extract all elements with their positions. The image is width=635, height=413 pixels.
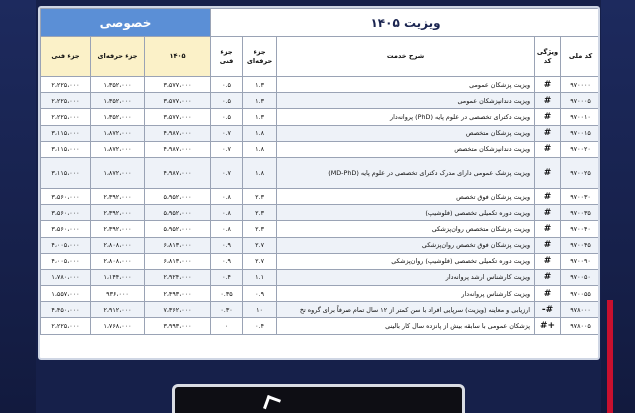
cell-feat: #: [535, 221, 561, 237]
cell-prof: ۲.۷: [243, 237, 277, 253]
cell-desc: ویزیت پزشکان عمومی: [277, 77, 535, 93]
cell-pprof: ۲،۳۹۲،۰۰۰: [91, 221, 145, 237]
header-feature: ویژگی کد: [535, 37, 561, 77]
cell-prof: ۱.۸: [243, 125, 277, 141]
cell-ptech: ۳،۵۶۰،۰۰۰: [41, 221, 91, 237]
header-code: کد ملی: [561, 37, 600, 77]
cell-pprof: ۱،۸۷۲،۰۰۰: [91, 157, 145, 188]
cell-desc: ویزیت کارشناس پروانه‌دار: [277, 286, 535, 302]
cell-pprof: ۱،۳۵۲،۰۰۰: [91, 77, 145, 93]
cell-pprof: ۲،۹۱۲،۰۰۰: [91, 302, 145, 318]
table-row: [41, 157, 601, 188]
cell-ptech: ۴،۰۰۵،۰۰۰: [41, 253, 91, 269]
cell-feat: #: [535, 141, 561, 157]
cell-code: ۹۷۰۰۲۰: [561, 141, 600, 157]
table-row: [41, 93, 601, 109]
bottom-dark-button[interactable]: [172, 384, 465, 413]
cell-feat: +#: [535, 318, 561, 334]
header-description: شرح خدمت: [277, 37, 535, 77]
cell-code: ۹۷۰۰۳۵: [561, 205, 600, 221]
table-row: [41, 125, 601, 141]
cell-desc: ویزیت کارشناس ارشد پروانه‌دار: [277, 269, 535, 285]
cell-ptech: ۳،۵۶۰،۰۰۰: [41, 188, 91, 204]
table-row: [41, 302, 601, 318]
private-section-title: خصوصی: [41, 9, 211, 37]
cell-pprof: ۲،۳۹۲،۰۰۰: [91, 188, 145, 204]
cell-code: ۹۷۰۰۴۰: [561, 221, 600, 237]
cell-desc: ویزیت دکترای تخصصی در علوم پایه (PhD) پروانه‌دار: [277, 109, 535, 125]
cell-code: ۹۷۰۰۴۵: [561, 237, 600, 253]
cell-feat: #: [535, 125, 561, 141]
cell-total: ۴،۹۸۷،۰۰۰: [145, 141, 211, 157]
cell-tech: ۰.۹: [211, 237, 243, 253]
cell-prof: ۲.۳: [243, 205, 277, 221]
cell-desc: ویزیت دندانپزشکان متخصص: [277, 141, 535, 157]
table-row: [41, 77, 601, 93]
cell-prof: ۱.۳: [243, 77, 277, 93]
cell-prof: ۱.۳: [243, 109, 277, 125]
table-row: [41, 237, 601, 253]
cell-pprof: ۱،۸۷۲،۰۰۰: [91, 125, 145, 141]
cell-code: ۹۷۰۰۱۰: [561, 109, 600, 125]
cell-pprof: ۲،۸۰۸،۰۰۰: [91, 253, 145, 269]
cell-pprof: ۱،۷۶۸،۰۰۰: [91, 318, 145, 334]
cell-code: ۹۷۰۰۳۰: [561, 188, 600, 204]
cell-code: ۹۷۰۰۵۰: [561, 269, 600, 285]
cell-ptech: ۳،۱۱۵،۰۰۰: [41, 125, 91, 141]
cell-total: ۲،۴۹۳،۰۰۰: [145, 286, 211, 302]
cell-total: ۳،۵۷۷،۰۰۰: [145, 77, 211, 93]
cell-prof: ۱.۱: [243, 269, 277, 285]
cell-feat: #: [535, 77, 561, 93]
cell-desc: ویزیت پزشکان متخصص روان‌پزشکی: [277, 221, 535, 237]
cell-feat: #: [535, 188, 561, 204]
cell-desc: ویزیت پزشک عمومی دارای مدرک دکترای تخصصی در علوم پایه (MD-PhD): [277, 157, 535, 188]
header-professional: جزء حرفه‌ای: [243, 37, 277, 77]
page-title: ویزیت ۱۴۰۵: [211, 9, 600, 37]
cell-feat: #: [535, 157, 561, 188]
cell-tech: ۰.۸: [211, 188, 243, 204]
cell-prof: ۱.۸: [243, 157, 277, 188]
table-row: [41, 286, 601, 302]
cell-total: ۵،۹۵۲،۰۰۰: [145, 188, 211, 204]
cell-total: ۴،۹۸۷،۰۰۰: [145, 157, 211, 188]
cell-total: ۵،۹۵۲،۰۰۰: [145, 205, 211, 221]
cell-total: ۵،۹۵۲،۰۰۰: [145, 221, 211, 237]
cell-feat: #: [535, 205, 561, 221]
cell-tech: ۰.۷: [211, 157, 243, 188]
cell-pprof: ۱،۸۷۲،۰۰۰: [91, 141, 145, 157]
cell-pprof: ۹۳۶،۰۰۰: [91, 286, 145, 302]
table-row: [41, 221, 601, 237]
cell-ptech: ۱،۵۵۷،۰۰۰: [41, 286, 91, 302]
cell-prof: ۲.۳: [243, 188, 277, 204]
cell-prof: ۰.۹: [243, 286, 277, 302]
cell-prof: ۱.۸: [243, 141, 277, 157]
table-row: [41, 109, 601, 125]
cell-feat: #: [535, 93, 561, 109]
cell-total: ۶،۸۱۳،۰۰۰: [145, 253, 211, 269]
cell-code: ۹۷۰۰۰۵: [561, 93, 600, 109]
header-total: ۱۴۰۵: [145, 37, 211, 77]
left-background-panel: [0, 0, 36, 413]
cell-tech: ۰.۳۵: [211, 286, 243, 302]
table-row: [41, 269, 601, 285]
cell-tech: ۰.۴: [211, 269, 243, 285]
cell-desc: ویزیت دوره تکمیلی تخصصی (فلوشیپ) روان‌پزشکی: [277, 253, 535, 269]
cell-feat: #: [535, 109, 561, 125]
cell-pprof: ۱،۳۵۲،۰۰۰: [91, 109, 145, 125]
cell-desc: ویزیت پزشکان فوق تخصص: [277, 188, 535, 204]
cell-tech: ۰.۵: [211, 93, 243, 109]
table-row: [41, 205, 601, 221]
cell-code: ۹۷۸۰۰۵: [561, 318, 600, 334]
cell-ptech: ۲،۲۲۵،۰۰۰: [41, 318, 91, 334]
cell-desc: ویزیت پزشکان فوق تخصص روان‌پزشکی: [277, 237, 535, 253]
cell-tech: ۰.۹: [211, 253, 243, 269]
cell-tech: ۰: [211, 318, 243, 334]
cell-total: ۳،۵۷۷،۰۰۰: [145, 93, 211, 109]
table-row: [41, 141, 601, 157]
cell-prof: ۰.۴: [243, 318, 277, 334]
cell-pprof: ۱،۱۴۴،۰۰۰: [91, 269, 145, 285]
cell-code: ۹۷۰۰۱۵: [561, 125, 600, 141]
cell-ptech: ۱،۷۸۰،۰۰۰: [41, 269, 91, 285]
cell-prof: ۲.۳: [243, 221, 277, 237]
header-technical: جزء فنی: [211, 37, 243, 77]
cell-total: ۳،۵۷۷،۰۰۰: [145, 109, 211, 125]
header-private-professional: جزء حرفه‌ای: [91, 37, 145, 77]
header-private-technical: جزء فنی: [41, 37, 91, 77]
glyph-icon: [263, 395, 281, 413]
cell-prof: ۲.۷: [243, 253, 277, 269]
table-row: [41, 318, 601, 334]
cell-pprof: ۲،۸۰۸،۰۰۰: [91, 237, 145, 253]
cell-desc: ویزیت دوره تکمیلی تخصصی (فلوشیپ): [277, 205, 535, 221]
cell-prof: ۱۰: [243, 302, 277, 318]
cell-feat: #: [535, 253, 561, 269]
cell-ptech: ۲،۲۲۵،۰۰۰: [41, 93, 91, 109]
cell-tech: ۰.۷: [211, 125, 243, 141]
cell-prof: ۱.۳: [243, 93, 277, 109]
cell-total: ۳،۹۹۳،۰۰۰: [145, 318, 211, 334]
cell-tech: ۰.۵: [211, 77, 243, 93]
cell-code: ۹۷۸۰۰۰: [561, 302, 600, 318]
cell-ptech: ۲،۲۲۵،۰۰۰: [41, 77, 91, 93]
cell-ptech: ۳،۱۱۵،۰۰۰: [41, 141, 91, 157]
red-accent-bar: [607, 300, 613, 413]
cell-desc: ارزیابی و معاینه (ویزیت) سرپایی افراد با سن کمتر از ۱۲ سال تمام صرفاً برای گروه تخ: [277, 302, 535, 318]
tariff-sheet: [38, 6, 600, 360]
cell-tech: ۰.۷: [211, 141, 243, 157]
cell-code: ۹۷۰۰۵۵: [561, 286, 600, 302]
cell-total: ۲،۹۲۴،۰۰۰: [145, 269, 211, 285]
cell-tech: ۰.۵: [211, 109, 243, 125]
cell-tech: ۰.۳۰: [211, 302, 243, 318]
cell-feat: #: [535, 237, 561, 253]
cell-ptech: ۳،۱۱۵،۰۰۰: [41, 157, 91, 188]
cell-desc: ویزیت دندانپزشکان عمومی: [277, 93, 535, 109]
cell-code: ۹۷۰۰۰۰: [561, 77, 600, 93]
cell-ptech: ۲،۲۲۵،۰۰۰: [41, 109, 91, 125]
cell-total: ۷،۳۶۲،۰۰۰: [145, 302, 211, 318]
cell-feat: #: [535, 286, 561, 302]
cell-code: ۹۷۰۰۹۰: [561, 253, 600, 269]
cell-pprof: ۲،۳۹۲،۰۰۰: [91, 205, 145, 221]
cell-ptech: ۴،۴۵۰،۰۰۰: [41, 302, 91, 318]
table-row: [41, 188, 601, 204]
cell-tech: ۰.۸: [211, 205, 243, 221]
cell-code: ۹۷۰۰۲۵: [561, 157, 600, 188]
cell-tech: ۰.۸: [211, 221, 243, 237]
cell-ptech: ۳،۵۶۰،۰۰۰: [41, 205, 91, 221]
table-row: [41, 253, 601, 269]
cell-total: ۴،۹۸۷،۰۰۰: [145, 125, 211, 141]
tariff-table: [40, 8, 600, 335]
cell-total: ۶،۸۱۳،۰۰۰: [145, 237, 211, 253]
cell-desc: پزشکان عمومی با سابقه بیش از پانزده سال کار بالینی: [277, 318, 535, 334]
cell-feat: #-: [535, 302, 561, 318]
cell-desc: ویزیت پزشکان متخصص: [277, 125, 535, 141]
cell-pprof: ۱،۳۵۲،۰۰۰: [91, 93, 145, 109]
cell-ptech: ۴،۰۰۵،۰۰۰: [41, 237, 91, 253]
cell-feat: #: [535, 269, 561, 285]
